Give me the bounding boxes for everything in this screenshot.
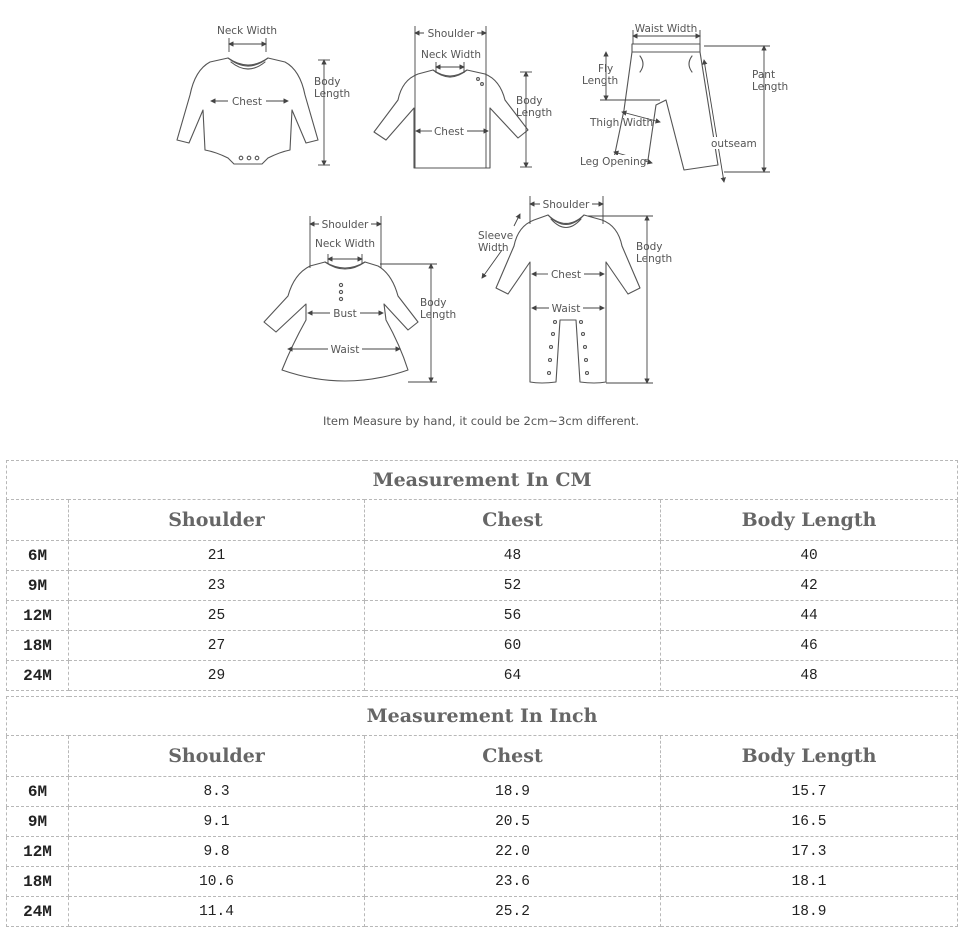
table-row	[7, 837, 958, 867]
measurement-value: 46	[661, 631, 958, 661]
dress-illustration	[264, 216, 456, 382]
table-row	[7, 661, 958, 691]
pants-thigh-width-label: Thigh Width	[590, 117, 654, 129]
bodysuit-chest-label: Chest	[231, 96, 263, 108]
pants-fly-length-label: Fly Length	[582, 63, 619, 87]
measurement-value: 10.6	[69, 867, 365, 897]
table-title: Measurement In CM	[7, 461, 958, 500]
measurement-value: 22.0	[365, 837, 661, 867]
size-label: 6M	[7, 541, 69, 571]
table-row	[7, 601, 958, 631]
size-label: 9M	[7, 571, 69, 601]
measurement-value: 25	[69, 601, 365, 631]
top-body-length-label: Body Length	[516, 95, 553, 119]
table-row	[7, 867, 958, 897]
measurement-value: 16.5	[661, 807, 958, 837]
romper-snaps	[548, 321, 589, 375]
bodysuit-illustration	[177, 25, 350, 165]
romper-chest-label: Chest	[550, 269, 582, 281]
measurement-value: 44	[661, 601, 958, 631]
top-illustration	[374, 26, 552, 168]
size-label: 18M	[7, 631, 69, 661]
table-row	[7, 541, 958, 571]
size-diagram-svg	[0, 0, 962, 440]
size-label: 18M	[7, 867, 69, 897]
measurement-value: 17.3	[661, 837, 958, 867]
measurement-value: 40	[661, 541, 958, 571]
measurement-value: 18.9	[365, 777, 661, 807]
size-label: 24M	[7, 661, 69, 691]
measurement-value: 9.1	[69, 807, 365, 837]
column-header-chest: Chest	[365, 736, 661, 777]
dress-waist-label: Waist	[330, 344, 360, 356]
top-neck-width-label: Neck Width	[420, 49, 482, 61]
column-header-body-length: Body Length	[661, 736, 958, 777]
size-label: 9M	[7, 807, 69, 837]
romper-shoulder-label: Shoulder	[542, 199, 590, 211]
measurement-value: 60	[365, 631, 661, 661]
inch-measurement-table	[6, 696, 958, 927]
table-row	[7, 897, 958, 927]
bodysuit-neck-width-label: Neck Width	[216, 25, 278, 37]
size-label: 12M	[7, 601, 69, 631]
pants-leg-opening-label: Leg Opening	[580, 156, 647, 168]
measurement-value: 56	[365, 601, 661, 631]
measurement-value: 25.2	[365, 897, 661, 927]
size-label: 24M	[7, 897, 69, 927]
table-row	[7, 631, 958, 661]
table-title: Measurement In Inch	[7, 697, 958, 736]
measurement-value: 21	[69, 541, 365, 571]
size-label: 6M	[7, 777, 69, 807]
pants-pant-length-label: Pant Length	[752, 69, 789, 93]
size-diagram	[0, 0, 962, 440]
column-header-body-length: Body Length	[661, 500, 958, 541]
pants-illustration	[579, 23, 788, 182]
measurement-value: 48	[661, 661, 958, 691]
measurement-value: 18.1	[661, 867, 958, 897]
measurement-value: 42	[661, 571, 958, 601]
measurement-value: 15.7	[661, 777, 958, 807]
measurement-value: 48	[365, 541, 661, 571]
measurement-value: 52	[365, 571, 661, 601]
measurement-value: 64	[365, 661, 661, 691]
romper-waist-label: Waist	[551, 303, 581, 315]
pants-waist-width-label: Waist Width	[634, 23, 698, 35]
measurement-value: 20.5	[365, 807, 661, 837]
table-row	[7, 571, 958, 601]
romper-illustration	[478, 196, 672, 383]
top-chest-label: Chest	[433, 126, 465, 138]
measurement-value: 23.6	[365, 867, 661, 897]
dress-neck-width-label: Neck Width	[314, 238, 376, 250]
measurement-value: 23	[69, 571, 365, 601]
corner-cell	[7, 736, 69, 777]
measurement-value: 29	[69, 661, 365, 691]
corner-cell	[7, 500, 69, 541]
measurement-value: 18.9	[661, 897, 958, 927]
measurement-value: 11.4	[69, 897, 365, 927]
size-label: 12M	[7, 837, 69, 867]
table-row	[7, 777, 958, 807]
romper-body-length-label: Body Length	[636, 241, 673, 265]
measurement-value: 9.8	[69, 837, 365, 867]
measurement-value: 27	[69, 631, 365, 661]
dress-shoulder-label: Shoulder	[321, 219, 369, 231]
dress-bust-label: Bust	[333, 308, 357, 320]
measurement-value: 8.3	[69, 777, 365, 807]
top-shoulder-label: Shoulder	[427, 28, 475, 40]
table-row	[7, 807, 958, 837]
cm-measurement-table	[6, 460, 958, 691]
measurement-note: Item Measure by hand, it could be 2cm~3cm different.	[322, 414, 640, 428]
column-header-shoulder: Shoulder	[69, 500, 365, 541]
column-header-chest: Chest	[365, 500, 661, 541]
pants-outseam-label: outseam	[711, 138, 757, 150]
dress-body-length-label: Body Length	[420, 297, 457, 321]
column-header-shoulder: Shoulder	[69, 736, 365, 777]
romper-sleeve-width-label: Sleeve Width	[478, 230, 514, 254]
bodysuit-body-length-label: Body Length	[314, 76, 351, 100]
